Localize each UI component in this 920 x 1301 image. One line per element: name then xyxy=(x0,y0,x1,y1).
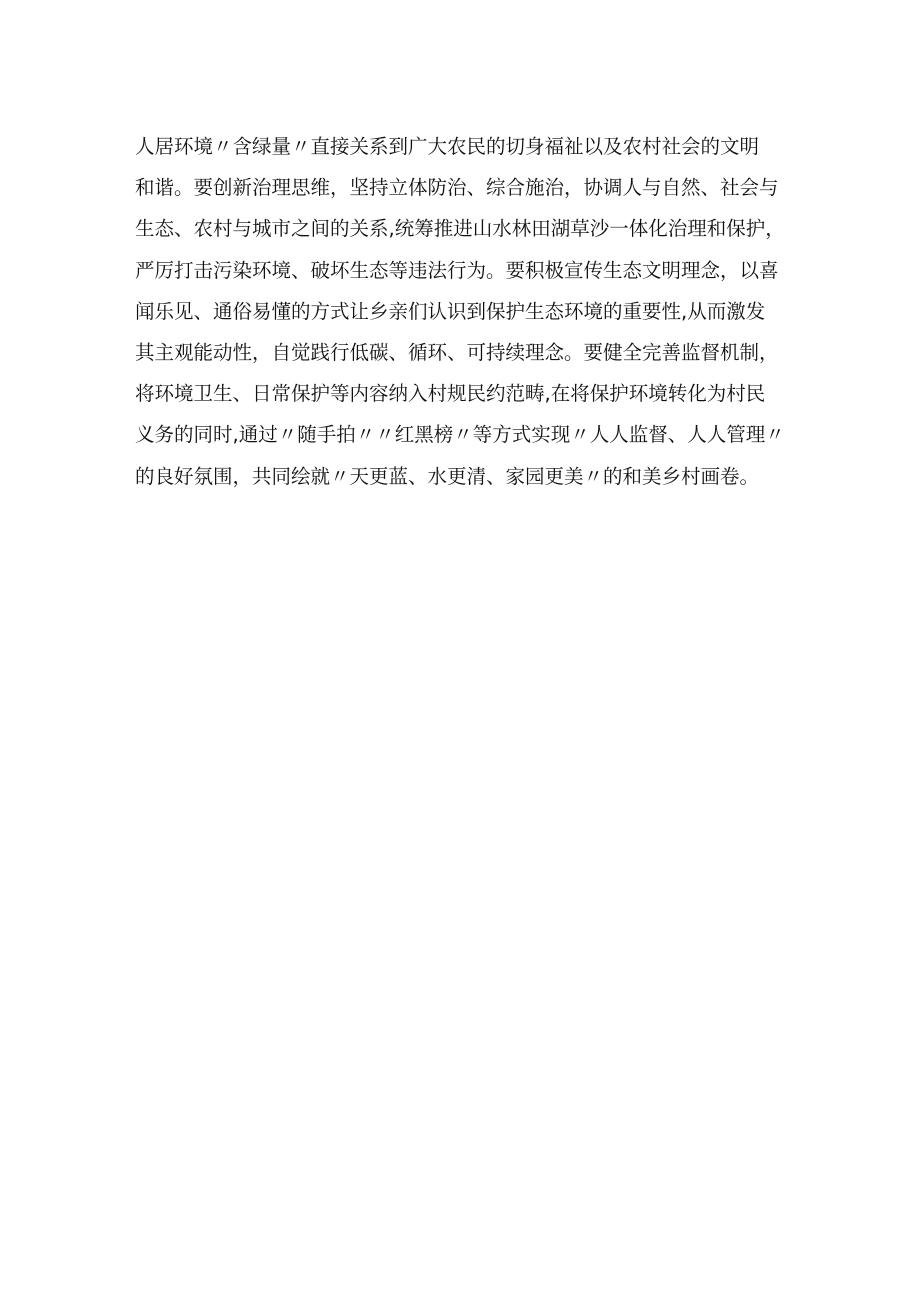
paragraph-line: 和谐。要创新治理思维，坚持立体防治、综合施治，协调人与自然、社会与 xyxy=(135,176,779,200)
paragraph-line: 的良好氛围，共同绘就〃天更蓝、水更清、家园更美〃的和美乡村画卷。 xyxy=(135,464,760,488)
paragraph-line: 闻乐见、通俗易懂的方式让乡亲们认识到保护生态环境的重要性,从而激发 xyxy=(135,299,766,323)
paragraph-line: 其主观能动性，自觉践行低碳、循环、可持续理念。要健全完善监督机制， xyxy=(135,340,779,364)
paragraph-line: 将环境卫生、日常保护等内容纳入村规民约范畴,在将保护环境转化为村民 xyxy=(135,382,766,406)
body-paragraph xyxy=(135,126,805,497)
paragraph-line: 严厉打击污染环境、破坏生态等违法行为。要积极宣传生态文明理念，以喜 xyxy=(135,258,779,282)
paragraph-line: 义务的同时,通过〃随手拍〃〃红黑榜〃等方式实现〃人人监督、人人管理〃 xyxy=(135,423,785,447)
paragraph-line: 生态、农村与城市之间的关系,统筹推进山水林田湖草沙一体化治理和保护， xyxy=(135,217,785,241)
paragraph-line: 人居环境〃含绿量〃直接关系到广大农民的切身福祉以及农村社会的文明 xyxy=(135,135,760,158)
